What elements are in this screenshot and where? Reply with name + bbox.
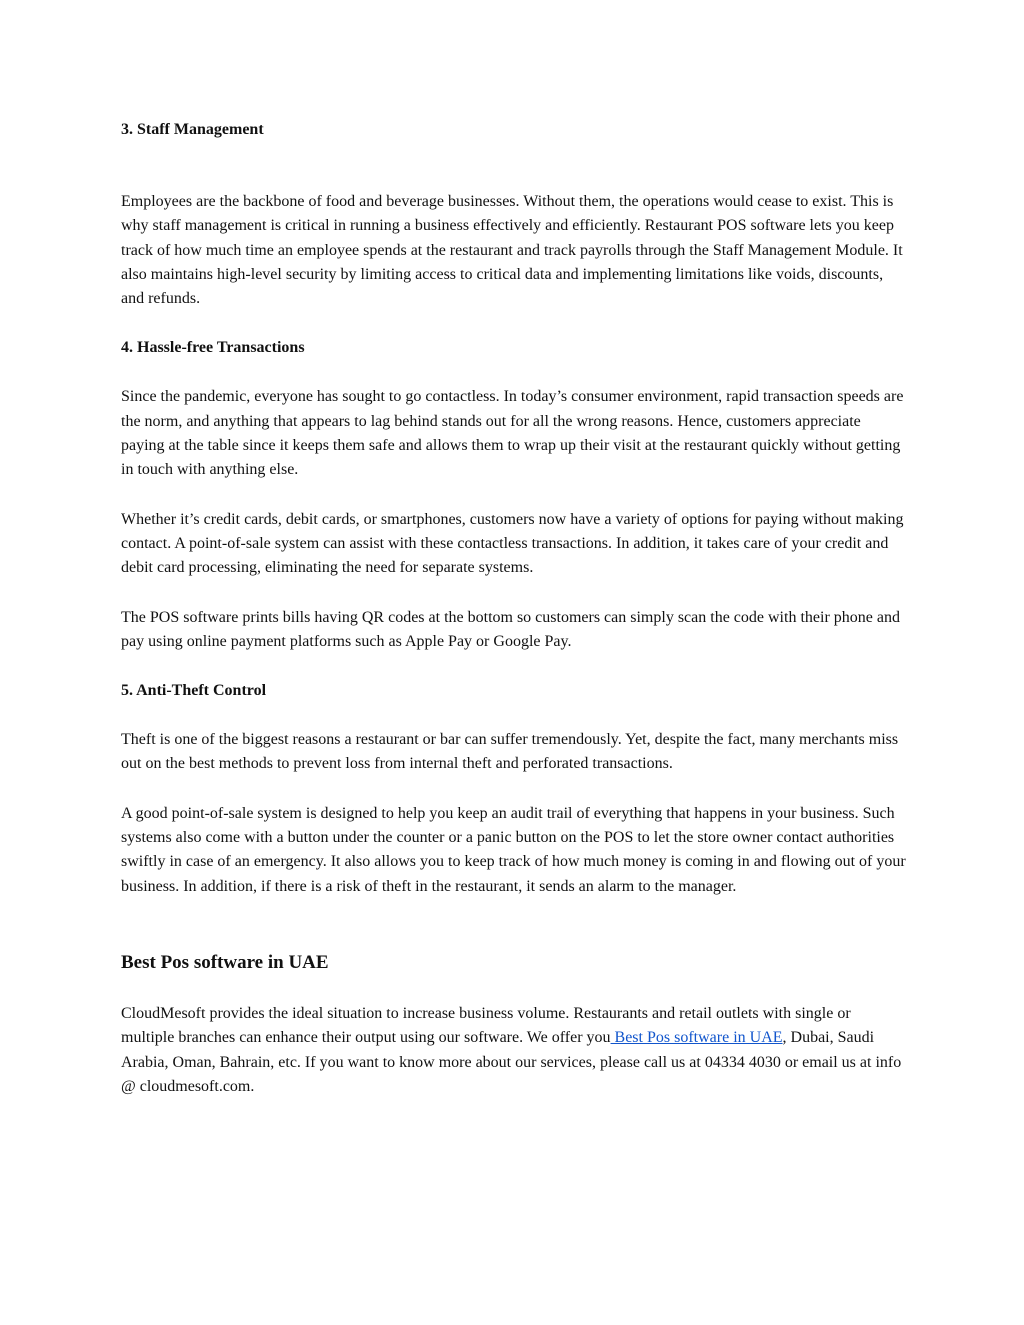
section-heading-staff-management: 3. Staff Management — [121, 121, 264, 138]
paragraph-audit-trail: A good point-of-sale system is designed to help you keep an audit trail of everything that happens in your business. Such systems also come with a button under the counter or a panic button on the POS to let the store owner contact authorities swiftly in case of an emergency. It also allows you to keep track of how much money is coming in and flowing out of your business. In addition, if there is a risk of theft in the restaurant, it sends an alarm to the manager. — [121, 804, 906, 895]
section-heading-hassle-free-transactions: 4. Hassle-free Transactions — [121, 339, 305, 357]
cloudmesoft-text-after: , Dubai, Saudi Arabia, Oman, Bahrain, etc. If you want to know more about our services, please call us at 04334 4030 or email us at info @ cloudmesoft.com. — [121, 1029, 902, 1095]
paragraph-staff-management: Employees are the backbone of food and beverage businesses. Without them, the operations would cease to exist. This is why staff management is critical in running a business effectively and efficiently. Restaurant POS software lets you keep track of how much time an employee spends at the restaurant and track payrolls through the Staff Management Module. It also maintains high-level security by limiting access to critical data and implementing limitations like voids, discounts, and refunds. — [121, 193, 903, 308]
paragraph-contactless: Since the pandemic, everyone has sought to go contactless. In today’s consumer environment, rapid transaction speeds are the norm, and anything that appears to lag behind stands out for all the wrong reasons. Hence, customers appreciate paying at the table since it keeps them safe and allows them to wrap up their visit at the restaurant quickly without getting in touch with anything else. — [121, 388, 904, 479]
cloudmesoft-text-before: CloudMesoft provides the ideal situation to increase business volume. Restaurants and retail outlets with single or multiple branches can enhance their output using our software. We offer you — [121, 1004, 851, 1047]
paragraph-qr-codes: The POS software prints bills having QR codes at the bottom so customers can simply scan the code with their phone and pay using online payment platforms such as Apple Pay or Google Pay. — [121, 608, 900, 650]
best-pos-software-link[interactable]: Best Pos software in UAE — [610, 1029, 783, 1047]
section-heading-anti-theft-control: 5. Anti-Theft Control — [121, 682, 267, 700]
document-page — [121, 118, 906, 1099]
paragraph-cloudmesoft — [121, 1002, 906, 1099]
heading-best-pos-software: Best Pos software in UAE — [121, 951, 329, 973]
paragraph-theft: Theft is one of the biggest reasons a restaurant or bar can suffer tremendously. Yet, despite the fact, many merchants miss out on the best methods to prevent loss from internal theft and perforated transactions. — [121, 731, 899, 773]
paragraph-payment-options: Whether it’s credit cards, debit cards, or smartphones, customers now have a variety of options for paying without making contact. A point-of-sale system can assist with these contactless transactions. In addition, it takes care of your credit and debit card processing, eliminating the need for separate systems. — [121, 510, 904, 577]
